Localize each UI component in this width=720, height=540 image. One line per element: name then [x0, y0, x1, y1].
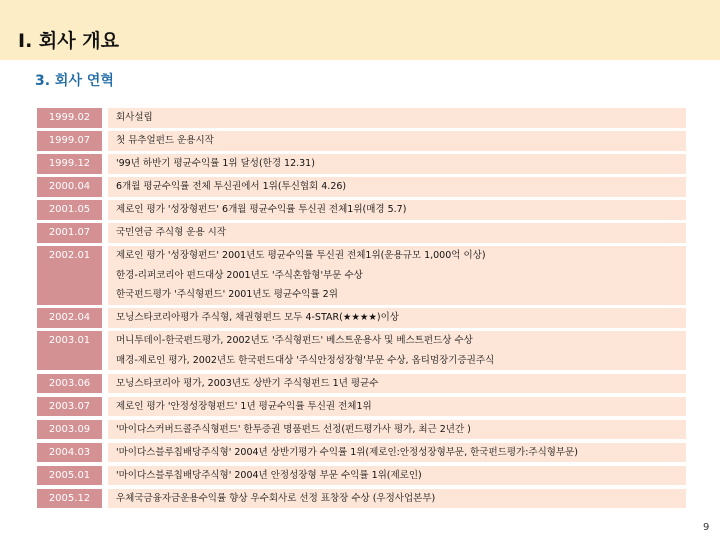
header-band	[0, 0, 720, 60]
history-date: 2001.07	[37, 223, 102, 243]
history-event: 한경-리퍼코리아 펀드대상 2001년도 '주식혼합형'부문 수상	[116, 269, 363, 281]
history-event: 6개월 평균수익률 전체 투신권에서 1위(투신협회 4.26)	[116, 181, 347, 192]
history-row	[37, 108, 686, 128]
history-content	[108, 246, 686, 305]
history-content	[108, 200, 686, 220]
history-date: 1999.02	[37, 108, 102, 128]
history-row	[37, 154, 686, 174]
history-event: '마이다스블루칩배당주식형' 2004년 상반기평가 수익률 1위(제로인:안정성장형부문, 한국펀드평가:주식형부문)	[116, 446, 578, 458]
history-date: 2000.04	[37, 177, 102, 197]
history-date: 1999.07	[37, 131, 102, 151]
history-row	[37, 397, 686, 417]
history-event: 한국펀드평가 '주식형펀드' 2001년도 평균수익률 2위	[116, 289, 338, 300]
history-content	[108, 443, 686, 463]
history-content	[108, 420, 686, 440]
history-date: 2001.05	[37, 200, 102, 220]
history-row	[37, 308, 686, 328]
history-content	[108, 177, 686, 197]
history-event: 제로인 평가 '성장형펀드' 2001년도 평균수익률 투신권 전체1위(운용규모 1,000억 이상)	[116, 250, 486, 261]
history-date: 2003.09	[37, 420, 102, 440]
history-event: 모닝스타코리아평가 주식형, 채권형펀드 모두 4-STAR(★★★★)이상	[116, 312, 399, 323]
history-row	[37, 331, 686, 370]
history-event: 제로인 평가 '안정성장형펀드' 1년 평균수익률 투신권 전체1위	[116, 400, 372, 412]
history-event: 회사설립	[116, 112, 153, 123]
history-event: 머니투데이-한국펀드평가, 2002년도 '주식형펀드' 베스트운용사 및 베스트펀드상 수상	[116, 335, 473, 346]
history-date: 2005.12	[37, 489, 102, 509]
history-row	[37, 200, 686, 220]
history-date: 2003.07	[37, 397, 102, 417]
history-content	[108, 131, 686, 151]
history-event: '99년 하반기 평균수익률 1위 달성(한경 12.31)	[116, 158, 315, 169]
history-content	[108, 154, 686, 174]
history-date: 2003.06	[37, 374, 102, 394]
history-content	[108, 489, 686, 509]
section-subtitle: 3. 회사 연혁	[35, 73, 114, 89]
history-event: '마이다스블루칩배당주식형' 2004년 안정성장형 부문 수익률 1위(제로인)	[116, 469, 422, 481]
history-event: 첫 뮤추얼펀드 운용시작	[116, 135, 214, 146]
history-date: 2002.04	[37, 308, 102, 328]
history-date: 1999.12	[37, 154, 102, 174]
history-content	[108, 331, 686, 370]
history-date: 2003.01	[37, 331, 102, 370]
history-content	[108, 397, 686, 417]
history-event: 매경-제로인 평가, 2002년도 한국펀드대상 '주식안정성장형'부문 수상, 옵티멈장기증권주식	[116, 354, 495, 366]
history-table	[37, 108, 686, 508]
history-row	[37, 177, 686, 197]
history-row	[37, 420, 686, 440]
history-row	[37, 443, 686, 463]
page-number: 9	[703, 522, 710, 533]
history-content	[108, 308, 686, 328]
history-row	[37, 489, 686, 509]
history-date: 2002.01	[37, 246, 102, 305]
history-content	[108, 108, 686, 128]
history-row	[37, 223, 686, 243]
history-date: 2005.01	[37, 466, 102, 486]
history-row	[37, 374, 686, 394]
history-row	[37, 246, 686, 305]
history-content	[108, 374, 686, 394]
history-date: 2004.03	[37, 443, 102, 463]
history-event: 우체국금융자금운용수익률 향상 우수회사로 선정 표창장 수상 (우정사업본부)	[116, 492, 436, 504]
history-event: 국민연금 주식형 운용 시작	[116, 227, 227, 238]
history-event: 모닝스타코리아 평가, 2003년도 상반기 주식형펀드 1년 평균수	[116, 377, 379, 389]
history-row	[37, 466, 686, 486]
page-title: I. 회사 개요	[18, 30, 119, 52]
history-content	[108, 466, 686, 486]
history-row	[37, 131, 686, 151]
history-event: 제로인 평가 '성장형펀드' 6개월 평균수익률 투신권 전체1위(매경 5.7)	[116, 204, 407, 215]
history-content	[108, 223, 686, 243]
history-event: '마이다스커버드콜주식형펀드' 한투증권 명품펀드 선정(펀드평가사 평가, 최근 2년간 )	[116, 423, 471, 435]
